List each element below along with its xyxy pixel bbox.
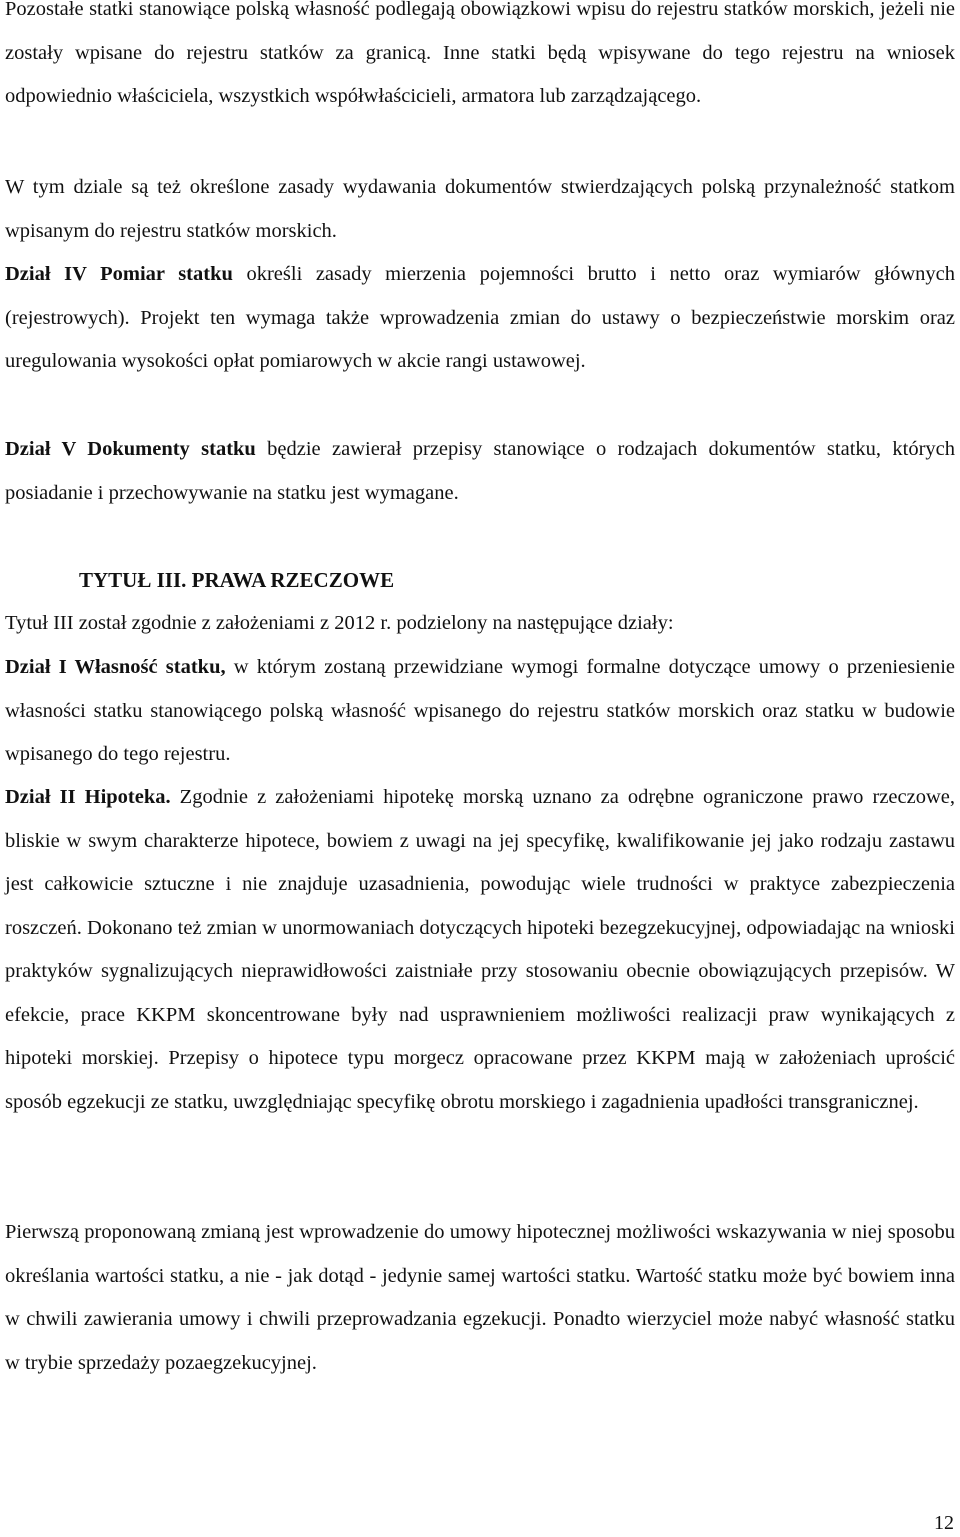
paragraph-text: Zgodnie z założeniami hipotekę morską uznano za odrębne ograniczone prawo rzeczowe, bliskie w swym charakterze hipotece, bowiem z uwagi na jej specyfikę, kwalifikowanie jej jako rodzaju zastawu jest całkowicie sztuczne i nie znajduje uzasadnienia, powodując wiele trudności w praktyce zabezpieczenia roszczeń. Dokonano też zmian w unormowaniach dotyczących hipoteki bezegzekucyjnej, odpowiadając na wnioski praktyków sygnalizujących nieprawidłowości zaistniałe przy stosowaniu obecnie obowiązujących przepisów. W efekcie, prace KKPM skoncentrowane były nad usprawnieniem możliwości realizacji praw wynikających z hipoteki morskiej. Przepisy o hipotece typu morgecz opracowane przez KKPM mają w założeniach uprościć sposób egzekucji ze statku, uwzględniając specyfikę obrotu morskiego i zagadnienia upadłości transgranicznej.: [5, 786, 955, 1113]
paragraph-first-change: [5, 1211, 955, 1385]
paragraph-text: w którym zostaną przewidziane wymogi formalne dotyczące umowy o przeniesienie własności statku stanowiącego polską własność wpisanego do rejestru statków morskich oraz statku w budowie wpisanego do tego rejestru.: [5, 656, 955, 765]
section-title: TYTUŁ III. PRAWA RZECZOWE: [79, 568, 395, 592]
paragraph-documents: [5, 166, 955, 253]
paragraph-dzial-i: [5, 646, 955, 777]
paragraph-text: określi zasady mierzenia pojemności brutto i netto oraz wymiarów głównych (rejestrowych). Projekt ten wymaga także wprowadzenia zmian do ustawy o bezpieczeństwie morskim oraz uregulowania wysokości opłat pomiarowych w akcie rangi ustawowej.: [5, 263, 955, 372]
paragraph-text: Pozostałe statki stanowiące polską własność podlegają obowiązkowi wpisu do rejestru statków morskich, jeżeli nie zostały wpisane do rejestru statków za granicą. Inne statki będą wpisywane do tego rejestru na wniosek odpowiednio właściciela, wszystkich współwłaścicieli, armatora lub zarządzającego.: [5, 0, 955, 107]
section-intro: Tytuł III został zgodnie z założeniami z 2012 r. podzielony na następujące działy:: [5, 612, 674, 634]
page-number: 12: [934, 1512, 954, 1534]
paragraph-dzial-iv: [5, 253, 955, 384]
paragraph-dzial-ii: [5, 776, 955, 1124]
paragraph-heading: Dział IV Pomiar statku: [5, 263, 233, 285]
paragraph-heading: Dział V Dokumenty statku: [5, 438, 256, 460]
paragraph-registration: [5, 0, 955, 119]
paragraph-text: Pierwszą proponowaną zmianą jest wprowadzenie do umowy hipotecznej możliwości wskazywania w niej sposobu określania wartości statku, a nie - jak dotąd - jedynie samej wartości statku. Wartość statku może być bowiem inna w chwili zawierania umowy i chwili przeprowadzania egzekucji. Ponadto wierzyciel może nabyć własność statku w trybie sprzedaży pozaegzekucyjnej.: [5, 1221, 955, 1374]
paragraph-text: W tym dziale są też określone zasady wydawania dokumentów stwierdzających polską przynależność statkom wpisanym do rejestru statków morskich.: [5, 176, 955, 242]
paragraph-heading: Dział II Hipoteka.: [5, 786, 171, 808]
paragraph-heading: Dział I Własność statku,: [5, 656, 226, 678]
paragraph-text: będzie zawierał przepisy stanowiące o rodzajach dokumentów statku, których posiadanie i przechowywanie na statku jest wymagane.: [5, 438, 955, 504]
paragraph-dzial-v: [5, 428, 955, 515]
